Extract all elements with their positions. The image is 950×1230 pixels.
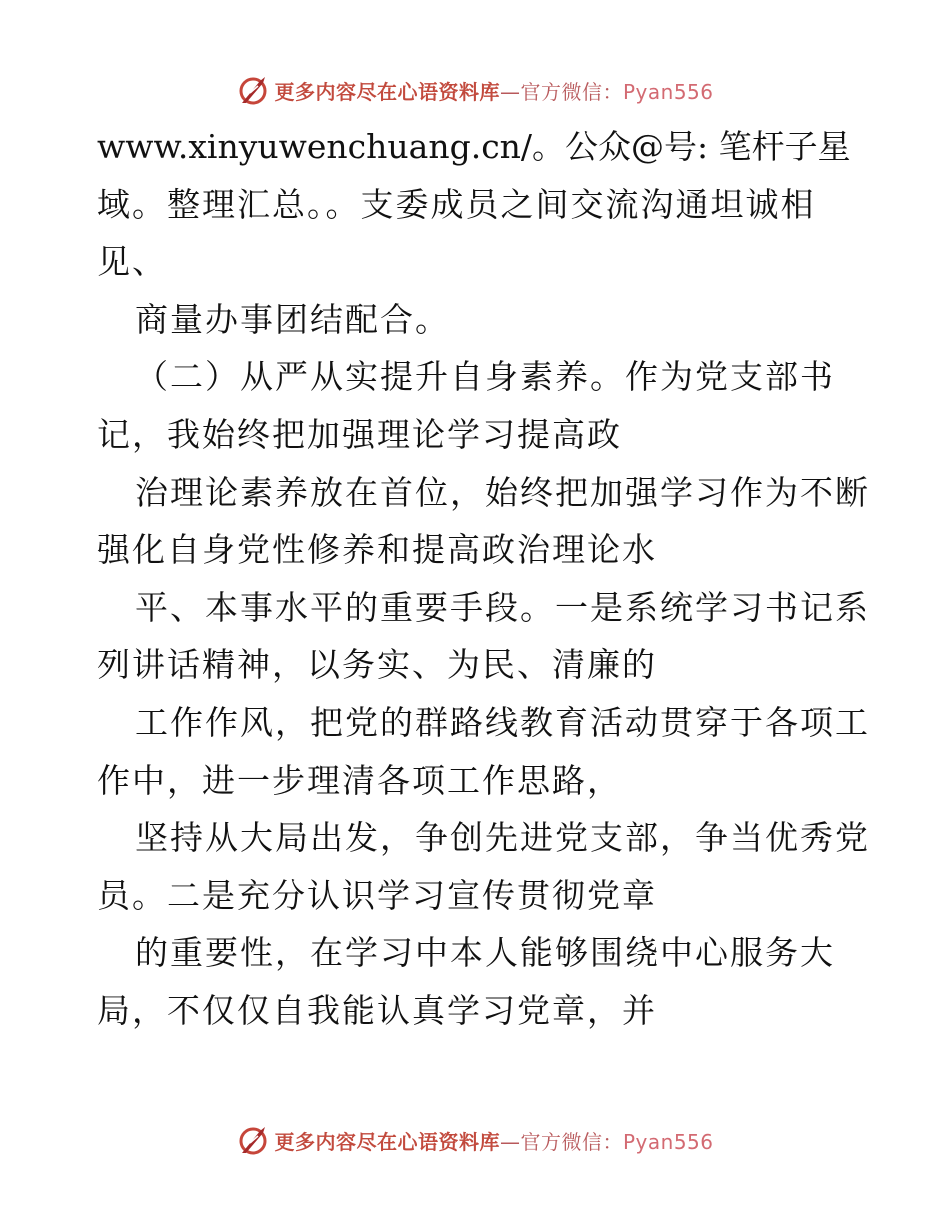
text-line: 坚持从大局出发，争创先进党支部，争当优秀党 (135, 818, 870, 858)
text-line: 商量办事团结配合。 (135, 299, 450, 339)
text-line: 的重要性，在学习中本人能够围绕中心服务大 (135, 933, 835, 973)
text-line: 平、本事水平的重要手段。一是系统学习书记系 (135, 587, 870, 627)
quill-logo-icon (236, 1123, 270, 1157)
document-body (97, 118, 870, 1040)
banner-site-text: 更多内容尽在心语资料库 (274, 1129, 500, 1154)
text-line: 局，不仅仅自我能认真学习党章，并 (97, 990, 657, 1030)
text-line: 列讲话精神，以务实、为民、清廉的 (97, 645, 657, 685)
quill-logo-icon (236, 73, 270, 107)
text-line: 见、 (97, 242, 167, 282)
text-line: 治理论素养放在首位，始终把加强学习作为不断 (135, 472, 870, 512)
text-line: 强化自身党性修养和提高政治理论水 (97, 530, 657, 570)
banner-wechat-label: 官方微信： (520, 79, 623, 104)
text-line: 记，我始终把加强理论学习提高政 (97, 414, 622, 454)
banner-text (274, 1126, 713, 1155)
text-line: 作中，进一步理清各项工作思路， (97, 760, 622, 800)
text-line: （二）从严从实提升自身素养。作为党支部书 (135, 357, 835, 397)
footer-banner (0, 1120, 950, 1160)
banner-site-text: 更多内容尽在心语资料库 (274, 79, 500, 104)
header-banner (0, 70, 950, 110)
text-line: www.xinyuwenchuang.cn/。公众@号: 笔杆子星 (97, 127, 851, 166)
banner-separator: — (499, 79, 521, 104)
banner-wechat-label: 官方微信： (520, 1129, 623, 1154)
banner-text (274, 76, 713, 105)
text-line: 员。二是充分认识学习宣传贯彻党章 (97, 875, 657, 915)
text-line: 域。整理汇总。。支委成员之间交流沟通坦诚相 (97, 184, 816, 224)
banner-separator: — (499, 1129, 521, 1154)
text-line: 工作作风，把党的群路线教育活动贯穿于各项工 (135, 702, 870, 742)
banner-wechat-id: Pyan556 (622, 79, 714, 104)
banner-wechat-id: Pyan556 (622, 1129, 714, 1154)
